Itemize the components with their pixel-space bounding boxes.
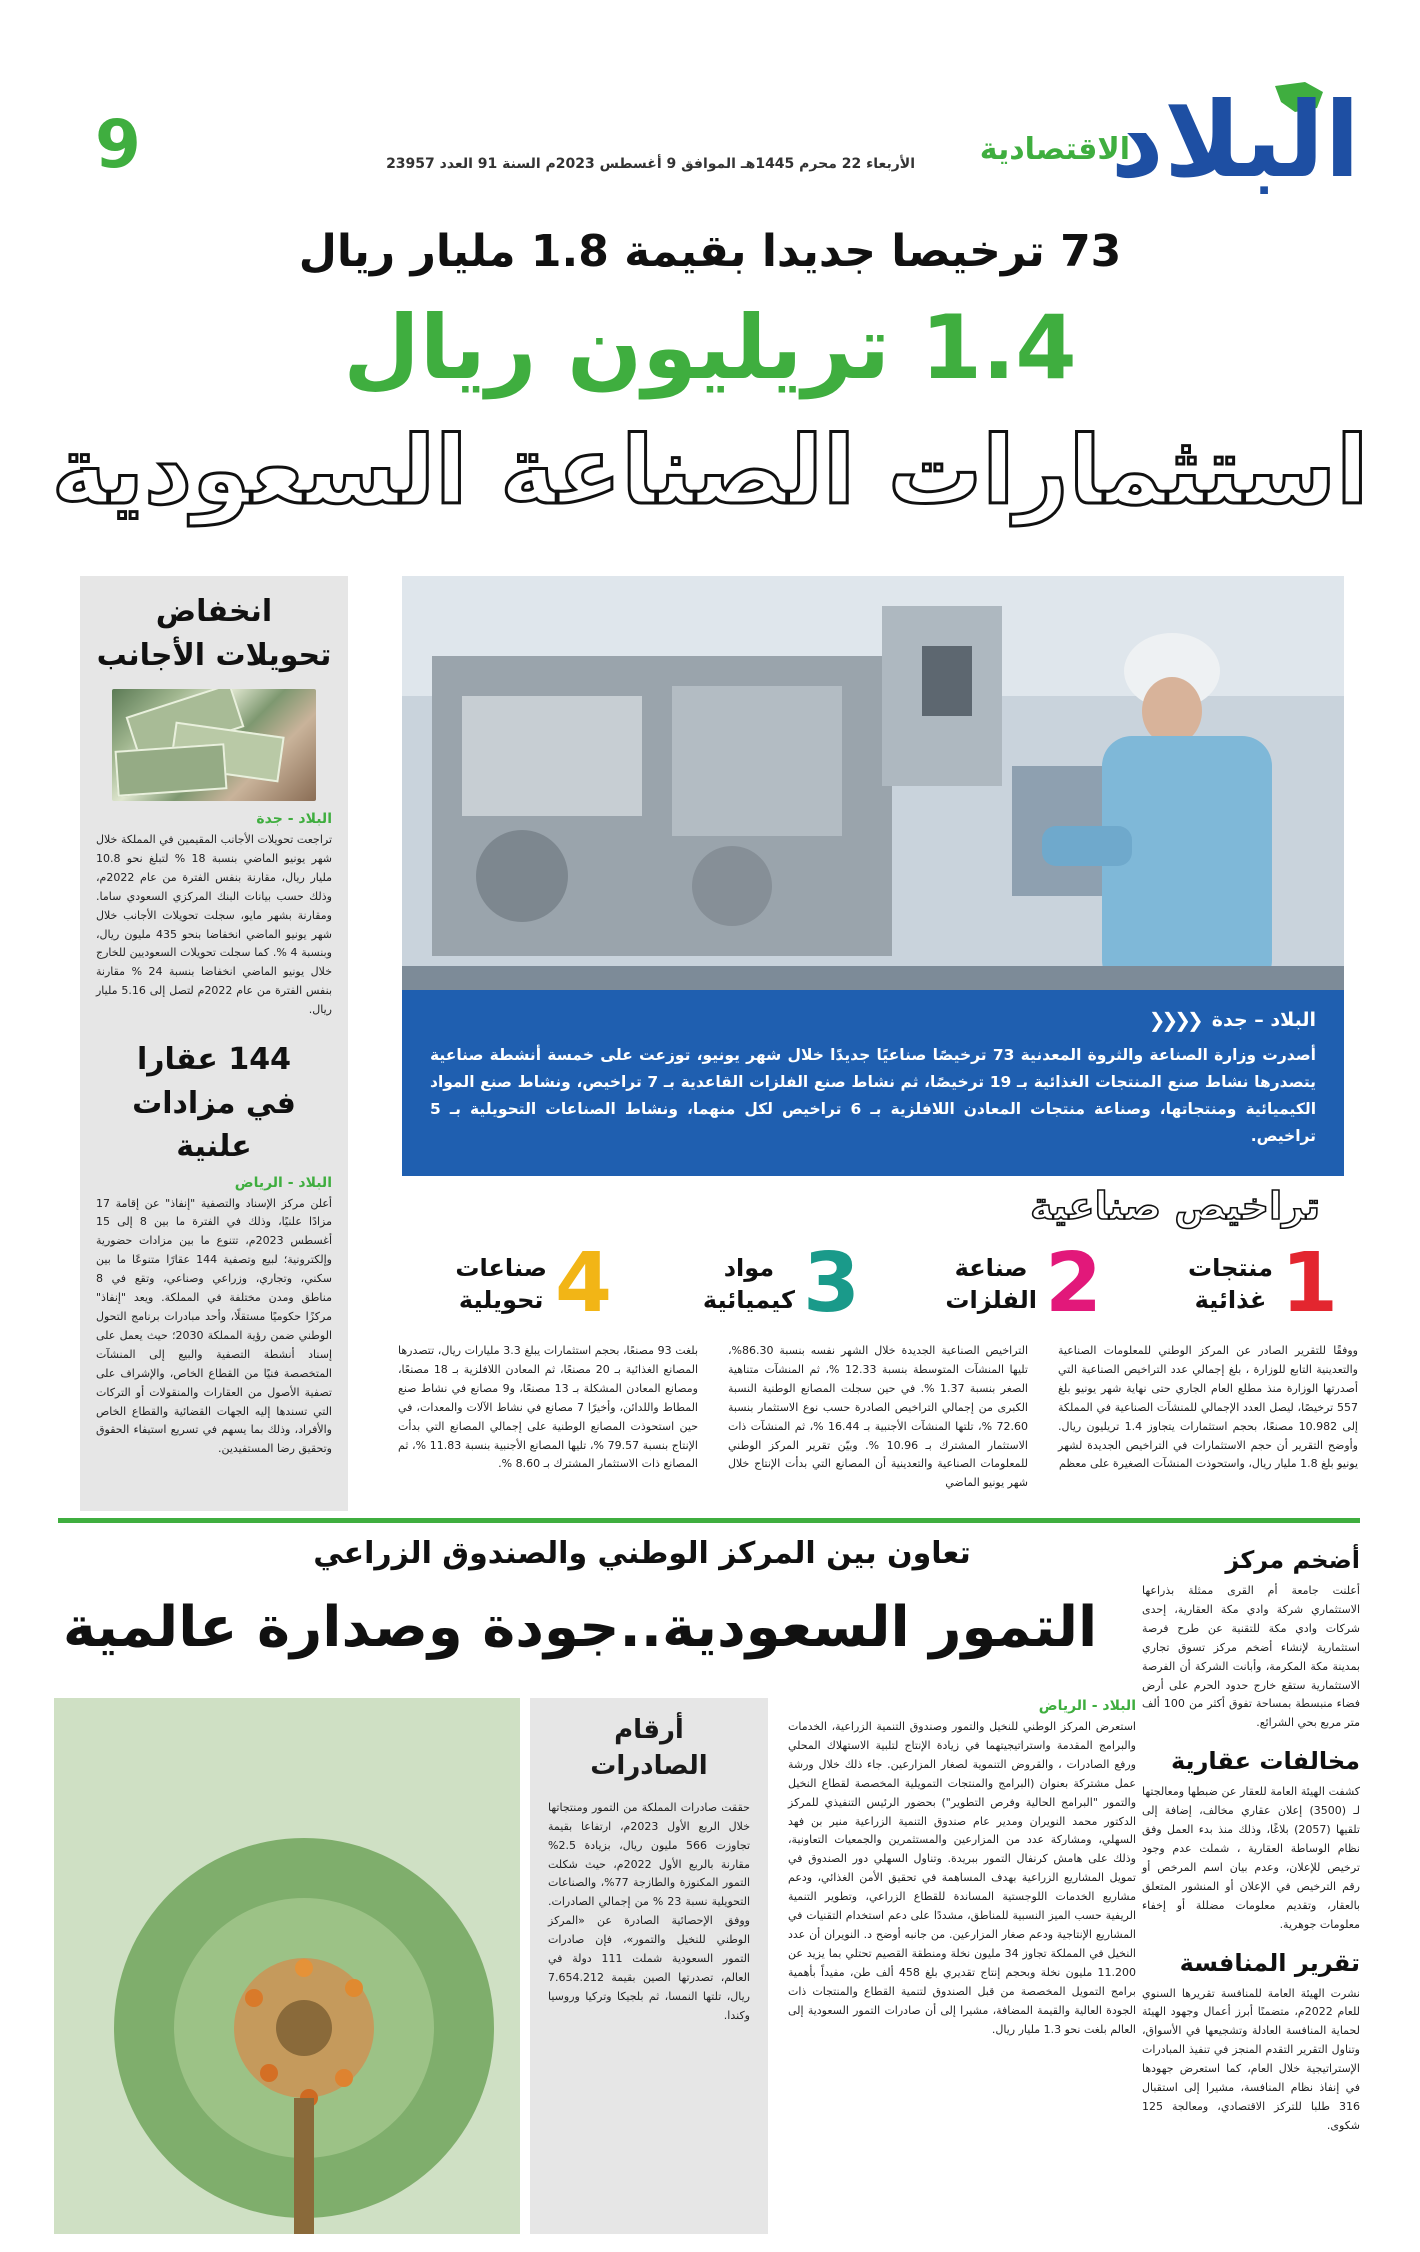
brief-byline: البلاد - جدة [256, 811, 332, 827]
lead-body-col2: التراخيص الصناعية الجديدة خلال الشهر نفسه بنسبة 86.30%، تليها المنشآت المتوسطة بنسبة 12.33 %، ثم المنشآت متناهية الصغر بنسبة 1.37 %. في حين سجلت المصانع الوطنية النسبة الكبرى من إجمالي التراخيص الصادرة حسب نوع الاستثمار بنسبة 72.60 %، تلتها المنشآت الأجنبية بـ 16.44 %، ثم المنشآت ذات الاستثمار المشترك بـ 10.96 %. وبيّن تقرير المركز الوطني للمعلومات الصناعية والتعدينية أن المصانع التي بدأت الإنتاج خلال شهر يونيو الماضي [728, 1344, 1028, 1490]
license-number: 3 [802, 1236, 860, 1331]
brief-text-competition: نشرت الهيئة العامة للمنافسة تقريرها السنوي للعام 2022م، متضمنًا أبرز أعمال وجهود الهيئة لحماية المنافسة العادلة وتشجيعها في الأسواق، وتناول التقرير التقدم المنجز في تنفيذ المبادرات الإستراتيجية خلال العام، كما استعرض جهودها في إنفاذ نظام المنافسة، مشيرا إلى استقبال 316 طلبا للتركز الاقتصادي، ومعالجة 125 شكوى. [1142, 1986, 1360, 2132]
chevrons-icon: ❮❮❮❮ [1148, 1008, 1200, 1032]
lead-headline: 1.4 تريليون ريال [343, 296, 1077, 399]
license-item-chemicals [702, 1236, 860, 1331]
lead-intro-box [402, 990, 1344, 1176]
issue-info: الأربعاء 22 محرم 1445هـ الموافق 9 أغسطس 2023م السنة 91 العدد 23957 [386, 156, 915, 172]
brief-text-mall: أعلنت جامعة أم القرى ممثلة بذراعها الاستثماري شركة وادي مكة العقارية، إحدى شركات وادي مكة للتقنية عن طرح فرصة استثمارية لإنشاء أضخم مركز تسوق تجاري بمدينة مكة المكرمة، وأبانت الشركة أن الفرصة الاستثمارية ستقع خارج حدود الحرم على أرض فضاء منبسطة بمساحة تفوق أكثر من 100 ألف متر مربع بحي الشرائع. [1142, 1584, 1360, 1730]
lead-body-col3: بلغت 93 مصنعًا، بحجم استثمارات يبلغ 3.3 مليارات ريال، تتصدرها المصانع الغذائية بـ 20 مصنعًا، ثم المعادن اللافلزية بـ 18 مصنعًا، ومصانع المعادن المشكلة بـ 13 مصنعًا، و9 مصانع في نشاط صنع المطاط واللدائن، وأخيرًا 7 مصانع في نشاط الآلات والمعدات، في حين استحوذت المصانع الوطنية على إجمالي المصانع التي بدأت الإنتاج بنسبة 79.57 %، تليها المصانع الأجنبية بنسبة 11.83 %، ثم المصانع ذات الاستثمار المشترك بـ 8.60 %. [398, 1344, 699, 1471]
money-photo [112, 689, 316, 801]
brief-text-auctions: أعلن مركز الإسناد والتصفية "إنفاذ" عن إقامة 17 مزادًا علنيًا، وذلك في الفترة ما بين 8 إلى 15 أغسطس 2023م، تتنوع ما بين مزادات حضورية وإلكترونية؛ لبيع وتصفية 144 عقارًا متنوعًا ما بين سكني، وتجاري، وزراعي وصناعي، وتقع في 8 مناطق ومدن مختلفة في المملكة. ويعد "إنفاذ" مركزًا حكوميًا مستقلًا، وأحد مبادرات برنامج التحول الوطني ضمن رؤية المملكة 2030؛ حيث يعمل على إسناد أنشطة التصفية والبيع إلى المنشآت المتخصصة فنيًا من القطاع الخاص، والإشراف على تصفية الأصول من العقارات والمنقولات أو التركات التي تسندها إليه الجهات القضائية والقطاع الخاص والأفراد، وذلك بما يسهم في تسريع استيفاء الحقوق وتحقيق رضا المستفيدين. [96, 1196, 333, 1456]
license-number: 2 [1044, 1236, 1102, 1331]
dates-kicker: تعاون بين المركز الوطني والصندوق الزراعي [313, 1536, 971, 1571]
license-label: مواد كيميائية [702, 1253, 795, 1314]
factory-worker-photo [402, 576, 1344, 990]
license-label: منتجات غذائية [1188, 1253, 1273, 1314]
licenses-title: تراخيص صناعية [1030, 1184, 1320, 1228]
license-item-metals [945, 1236, 1102, 1331]
news-briefs-column [1142, 1540, 1360, 2136]
brief-title-auctions: 144 عقارا في مزادات علنية [132, 1042, 296, 1165]
dates-text: استعرض المركز الوطني للنخيل والتمور وصندوق التنمية الزراعية، الخدمات والبرامج المقدمة واستراتيجيتهما في زيادة الإنتاج لتلبية الاستهلاك المحلي ورفع الصادرات ، والقروض التنموية لصغار المزارعين. جاء ذلك خلال ورشة عمل مشتركة بعنوان (البرامج والمنتجات التمويلية المخصصة لقطاع النخيل والتمور "البرامج الحالية وفرص التطوير") بحضور الرئيس التنفيذي للمركز الدكتور محمد النويران ومدير عام صندوق التنمية الزراعية منير بن فهد السهلي، ومشاركة عدد من المزارعين والمستثمرين والجمعيات التعاونية، وذلك على هامش كرنفال التمور ببريدة. وتناول السهلي دور الصندوق في تمويل المشاريع الزراعية بهدف المساهمة في تحقيق الأمن الغذائي، ودعم مشاريع الخدمات اللوجستية المساندة للقطاع الزراعي، وتطوير التنمية الريفية حسب الميز النسبية للمناطق، مشددًا على دعم استخدام التقنيات في المشاريع الإنتاجية ودعم صغار المزارعين. من جانبه أوضح د. النويران أن عدد النخيل في المملكة تجاوز 34 مليون نخلة ومنطقة القصيم تحتلي بما يزيد عن 11.200 مليون نخلة وبحجم إنتاج تقديري بلغ 458 ألف طن، مفيداً بأهمية برامج التمويل المخصصة من قبل الصندوق لتنمية القطاع والمنتجات ذات الجودة العالية والقيمة المضافة، مشيرا إلى أن صادرات التمور السعودية إلى العالم بلغت نحو 1.3 مليار ريال. [788, 1720, 1136, 2036]
brief-title-mall: أضخم مركز [1225, 1546, 1360, 1574]
brief-text-remittances: تراجعت تحويلات الأجانب المقيمين في المملكة خلال شهر يونيو الماضي بنسبة 18 % لتبلغ نحو 10.8 مليار ريال، مقارنة بنفس الفترة من عام 2022م، وذلك حسب بيانات البنك المركزي السعودي ساما. ومقارنة بشهر مايو، سجلت تحويلات الأجانب خلال شهر يونيو الماضي انخفاضا بنحو 435 مليون ريال، وبنسبة 4 %. كما سجلت تحويلات السعوديين للخارج خلال يونيو الماضي انخفاضا بنسبة 24 % مقارنة بنفس الفترة من عام 2022م لتصل إلى 5.16 مليار ريال. [96, 833, 333, 1017]
brief-title-competition: تقرير المنافسة [1179, 1948, 1360, 1977]
license-number: 1 [1280, 1236, 1338, 1331]
lead-intro-text: أصدرت وزارة الصناعة والثروة المعدنية 73 ترخيصًا صناعيًا جديدًا خلال شهر يونيو، توزعت على خمسة أنشطة صناعية يتصدرها نشاط صنع المنتجات الغذائية بـ 19 ترخيصًا، ثم نشاط صنع الفلزات القاعدية بـ 7 تراخيص، ونشاط صنع المواد الكيميائية ومنتجاتها، وصناعة منتجات المعادن اللافلزية بـ 6 تراخيص لكل منهما، ونشاط الصناعات التحويلية بـ 5 تراخيص. [430, 1046, 1317, 1146]
exports-text: حققت صادرات المملكة من التمور ومنتجاتها خلال الربع الأول 2023م، ارتفاعا بقيمة تجاوزت 566 مليون ريال، بزيادة 2.5% مقارنة بالربع الأول 2022م، حيث شكلت التمور المكنوزة والطازجة 77%، والصناعات التحويلية نسبة 23 % من إجمالي الصادرات. ووفق الإحصائية الصادرة عن «المركز الوطني للنخيل والتمور»، فإن صادرات التمور السعودية شملت 111 دولة في العالم، تصدرتها الصين بقيمة 7.654.212 ريال، تلتها النمسا، ثم بلجيكا وتركيا وروسيا وكندا. [548, 1800, 750, 2022]
license-label: صناعات تحويلية [455, 1253, 547, 1314]
license-item-manufacturing [455, 1236, 612, 1331]
section-label: الاقتصادية [979, 132, 1130, 167]
page-number: 9 [95, 106, 141, 183]
exports-box [530, 1698, 768, 2234]
sidebar-briefs [80, 576, 348, 1511]
palm-tree-photo [54, 1698, 520, 2234]
brief-byline: البلاد - الرياض [234, 1174, 332, 1191]
dates-body [788, 1698, 1136, 2039]
brief-text-violations: كشفت الهيئة العامة للعقار عن ضبطها ومعالجتها لـ (3500) إعلان عقاري مخالف، إضافة إلى تلقيها (2057) بلاغًا، وذلك منذ بدء العمل وفق نظام الوساطة العقارية ، شملت عدم وجود ترخيص للإعلان، وعدم بيان اسم المرخص أو رقم الترخيص في الإعلان أو المنشور المتعلق بالعقار، وتقديم معلومات مضللة أو إخفاء معلومات جوهرية. [1142, 1785, 1360, 1931]
exports-title: أرقام الصادرات [590, 1715, 708, 1782]
lead-body-col1: ووفقًا للتقرير الصادر عن المركز الوطني للمعلومات الصناعية والتعدينية التابع للوزارة ، بلغ إجمالي عدد التراخيص الصناعية التي أصدرتها الوزارة منذ مطلع العام الجاري حتى نهاية شهر يونيو بلغ 557 ترخيصًا، ليصل العدد الإجمالي للمنشآت الصناعية في المملكة إلى 10.982 مصنعًا، بحجم استثمارات يتجاوز 1.4 تريليون ريال. وأوضح التقرير أن حجم الاستثمارات في التراخيص الجديدة لشهر يونيو بلغ 1.8 مليار ريال، واستحوذت المنشآت الصغيرة على معظم [1058, 1344, 1358, 1471]
brief-title-violations: مخالفات عقارية [1171, 1747, 1360, 1776]
license-label: صناعة الفلزات [945, 1253, 1037, 1314]
lead-byline: البلاد – جدة ❮❮❮❮ [1148, 1008, 1316, 1032]
brief-title-remittances: انخفاض تحويلات الأجانب [96, 594, 332, 673]
newspaper-logo [1110, 78, 1360, 201]
logo-text: البلاد [1110, 79, 1360, 201]
dates-byline: البلاد - الرياض [1038, 1698, 1136, 1714]
license-item-food [1188, 1236, 1338, 1331]
dates-headline: التمور السعودية..جودة وصدارة عالمية [62, 1595, 1098, 1660]
lead-kicker: 73 ترخيصا جديدا بقيمة 1.8 مليار ريال [298, 226, 1122, 277]
section-divider [58, 1518, 1360, 1523]
license-number: 4 [554, 1236, 612, 1331]
lead-subheadline: استثمارات الصناعة السعودية [51, 417, 1369, 526]
